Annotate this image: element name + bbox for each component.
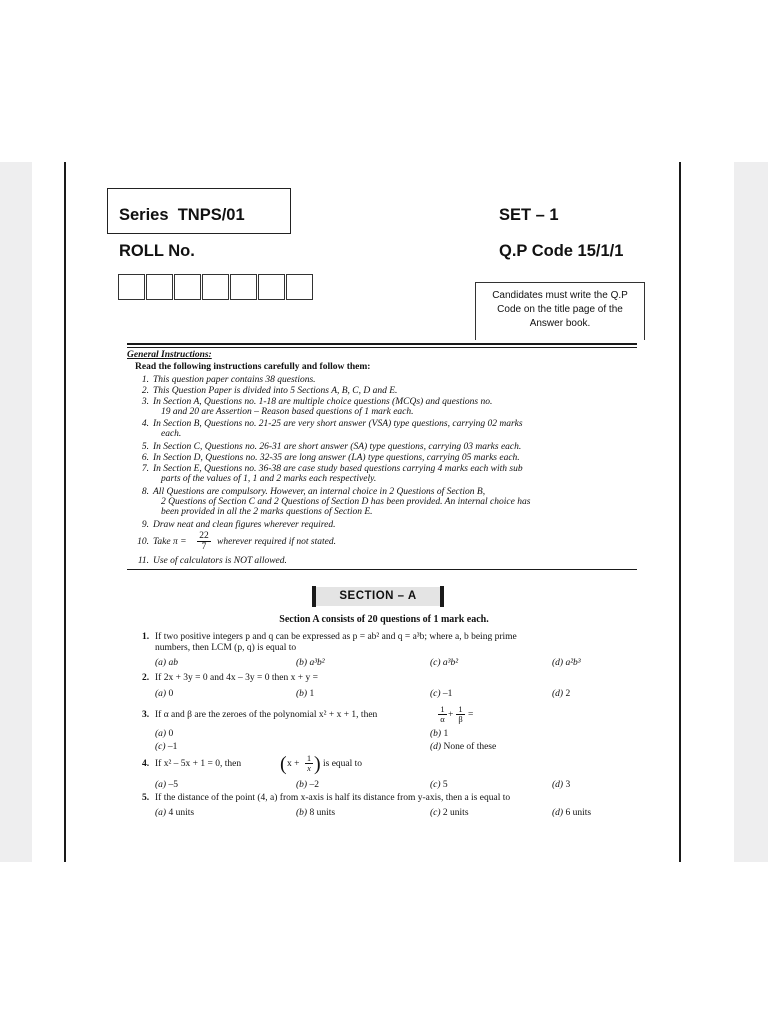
left-paren: ( — [280, 753, 287, 775]
plus-sign: + — [448, 710, 454, 720]
instruction-number: 3. — [141, 397, 149, 407]
roll-digit-box — [230, 274, 257, 300]
option-key: (a) — [155, 780, 167, 790]
instruction-text: This question paper contains 38 questions. — [153, 375, 316, 385]
instruction-item — [135, 464, 635, 486]
instructions-subtitle: Read the following instructions carefully and follow them: — [135, 362, 371, 372]
option-key: (d) — [552, 689, 564, 699]
instruction-text: In Section D, Questions no. 32-35 are long answer (LA) type questions, carrying 05 marks each. — [153, 453, 520, 463]
option-key: (b) — [296, 658, 308, 668]
option-value: 2 — [565, 689, 571, 699]
fraction-one-over-beta — [456, 705, 465, 724]
right-margin-band — [734, 162, 768, 862]
instruction-text-cont: parts of the values of 1, 1 and 2 marks each respectively. — [161, 474, 377, 484]
expression: x + — [287, 759, 300, 769]
page-right-border — [679, 162, 681, 862]
question-text-end: is equal to — [323, 759, 363, 769]
equals-sign: = — [468, 710, 474, 720]
question-text: If x² – 5x + 1 = 0, then — [155, 759, 242, 769]
option-value: 0 — [168, 729, 174, 739]
option-key: (b) — [296, 808, 308, 818]
question-number: 5. — [142, 793, 150, 803]
instruction-number: 1. — [141, 375, 149, 385]
option — [296, 780, 319, 790]
candidates-note-line: Candidates must write the Q.P — [492, 290, 628, 301]
roll-digit-box — [202, 274, 229, 300]
instruction-text-cont: each. — [161, 429, 182, 439]
option-value: 3 — [565, 780, 571, 790]
fraction-numerator: 1 — [306, 753, 312, 763]
option-key: (d) — [552, 780, 564, 790]
instruction-text-cont: been provided in all the 2 marks questions of Section E. — [161, 507, 373, 517]
instruction-number: 9. — [141, 520, 149, 530]
option — [296, 658, 325, 668]
question-text-cont: numbers, then LCM (p, q) is equal to — [155, 643, 297, 653]
option-value: 5 — [442, 780, 448, 790]
instruction-number: 7. — [141, 464, 149, 474]
question-number: 2. — [142, 673, 150, 683]
option-key: (a) — [155, 729, 167, 739]
option — [430, 658, 458, 668]
option-key: (c) — [155, 742, 166, 752]
instruction-text-end: wherever required if not stated. — [217, 537, 336, 547]
instruction-text: Use of calculators is NOT allowed. — [153, 556, 287, 566]
question-text: If two positive integers p and q can be expressed as p = ab² and q = a³b; where a, b being prime — [155, 632, 517, 642]
option — [155, 808, 194, 818]
instruction-text-cont: 2 Questions of Section C and 2 Questions of Section D has been provided. An internal choice has — [161, 497, 531, 507]
candidates-note-box — [475, 282, 645, 340]
instructions-top-rule — [127, 343, 637, 345]
fraction-one-over-alpha — [438, 705, 447, 724]
question-text: If α and β are the zeroes of the polynomial x² + x + 1, then — [155, 710, 378, 720]
instruction-item — [135, 419, 635, 441]
option-key: (d) — [430, 742, 442, 752]
instruction-item — [135, 487, 635, 520]
fraction-denominator: x — [307, 763, 311, 773]
roll-number-boxes — [118, 274, 314, 300]
fraction-numerator: 1 — [456, 705, 465, 715]
option-value: 2 units — [442, 808, 469, 818]
set-label: SET – 1 — [499, 206, 559, 224]
fraction-numerator: 22 — [197, 531, 211, 542]
instruction-text: This Question Paper is divided into 5 Sections A, B, C, D and E. — [153, 386, 398, 396]
question-4 — [142, 752, 642, 780]
question-text: If 2x + 3y = 0 and 4x – 3y = 0 then x + y = — [155, 673, 318, 683]
instruction-text: All Questions are compulsory. However, an internal choice in 2 Questions of Section B, — [153, 487, 486, 497]
option — [296, 808, 335, 818]
option-key: (b) — [430, 729, 442, 739]
candidates-note-line: Answer book. — [529, 318, 591, 329]
option — [155, 742, 177, 752]
option-key: (a) — [155, 689, 167, 699]
option-value: 6 units — [565, 808, 592, 818]
instruction-text-cont: 19 and 20 are Assertion – Reason based questions of 1 mark each. — [161, 407, 414, 417]
option-key: (a) — [155, 808, 167, 818]
option — [296, 689, 314, 699]
right-paren: ) — [314, 753, 321, 775]
instructions-bottom-rule — [127, 569, 637, 570]
instruction-item — [135, 532, 635, 556]
option-key: (d) — [552, 658, 564, 668]
option-value: –2 — [309, 780, 319, 790]
option-value: a³b² — [309, 658, 325, 668]
fraction-denominator: β — [458, 714, 463, 724]
option-value: None of these — [443, 742, 497, 752]
instruction-number: 4. — [141, 419, 149, 429]
option-value: a³b² — [442, 658, 459, 668]
instruction-number: 5. — [141, 442, 149, 452]
instruction-text: Take π = — [153, 537, 187, 547]
option-value: ab — [168, 658, 178, 668]
option — [552, 808, 591, 818]
instruction-number: 10. — [137, 537, 149, 547]
option-key: (b) — [296, 780, 308, 790]
instruction-number: 2. — [141, 386, 149, 396]
option-value: 1 — [309, 689, 315, 699]
option-value: –5 — [168, 780, 178, 790]
banner-right-bar — [440, 586, 444, 607]
page-left-border — [64, 162, 66, 862]
option-key: (c) — [430, 808, 441, 818]
instruction-text: In Section A, Questions no. 1-18 are multiple choice questions (MCQs) and questions no. — [153, 397, 493, 407]
candidates-note-line: Code on the title page of the — [497, 304, 623, 315]
qp-code-label: Q.P Code 15/1/1 — [499, 242, 624, 260]
instruction-item — [135, 397, 635, 419]
instruction-number: 8. — [141, 487, 149, 497]
question-number: 3. — [142, 710, 150, 720]
option-key: (c) — [430, 780, 441, 790]
option-value: 0 — [168, 689, 174, 699]
option-value: –1 — [167, 742, 178, 752]
option — [552, 689, 570, 699]
roll-number-label: ROLL No. — [119, 242, 195, 260]
instruction-text: Draw neat and clean figures wherever required. — [153, 520, 336, 530]
option — [552, 780, 570, 790]
option-value: 4 units — [168, 808, 195, 818]
fraction-denominator: 7 — [201, 542, 207, 552]
fraction-numerator: 1 — [438, 705, 447, 715]
instruction-number: 6. — [141, 453, 149, 463]
option — [155, 689, 173, 699]
question-number: 4. — [142, 759, 150, 769]
instruction-text: In Section B, Questions no. 21-25 are very short answer (VSA) type questions, carrying 02 marks — [153, 419, 523, 429]
fraction-denominator: α — [440, 714, 445, 724]
option-value: –1 — [442, 689, 453, 699]
instruction-text: In Section C, Questions no. 26-31 are short answer (SA) type questions, carrying 03 marks each. — [153, 442, 522, 452]
option-key: (c) — [430, 658, 441, 668]
option — [552, 658, 581, 668]
question-text: If the distance of the point (4, a) from x-axis is half its distance from y-axis, then a is equal to — [155, 793, 511, 803]
instructions-top-rule-thin — [127, 347, 637, 348]
question-number: 1. — [142, 632, 150, 642]
option — [430, 742, 496, 752]
left-margin-band — [0, 162, 32, 862]
instruction-number: 11. — [137, 556, 149, 566]
option — [430, 689, 452, 699]
option — [155, 729, 173, 739]
option-key: (c) — [430, 689, 441, 699]
instruction-text: In Section E, Questions no. 36-38 are case study based questions carrying 4 marks each with sub — [153, 464, 523, 474]
option-value: 8 units — [309, 808, 336, 818]
option-key: (d) — [552, 808, 564, 818]
roll-digit-box — [118, 274, 145, 300]
pi-fraction — [197, 531, 211, 552]
option-key: (b) — [296, 689, 308, 699]
section-a-subtitle: Section A consists of 20 questions of 1 mark each. — [279, 614, 489, 625]
roll-digit-box — [286, 274, 313, 300]
question-3 — [142, 705, 642, 731]
option-value: a²b³ — [565, 658, 581, 668]
roll-digit-box — [174, 274, 201, 300]
roll-digit-box — [146, 274, 173, 300]
roll-digit-box — [258, 274, 285, 300]
section-a-banner: SECTION – A — [316, 587, 440, 606]
instructions-title: General Instructions: — [127, 350, 212, 360]
option — [155, 658, 178, 668]
option — [155, 780, 178, 790]
option — [430, 808, 469, 818]
series-label: Series TNPS/01 — [119, 206, 245, 224]
option-value: 1 — [443, 729, 449, 739]
option — [430, 729, 448, 739]
option-key: (a) — [155, 658, 167, 668]
option — [430, 780, 448, 790]
general-instructions — [127, 350, 637, 570]
fraction-one-over-x — [305, 754, 313, 773]
